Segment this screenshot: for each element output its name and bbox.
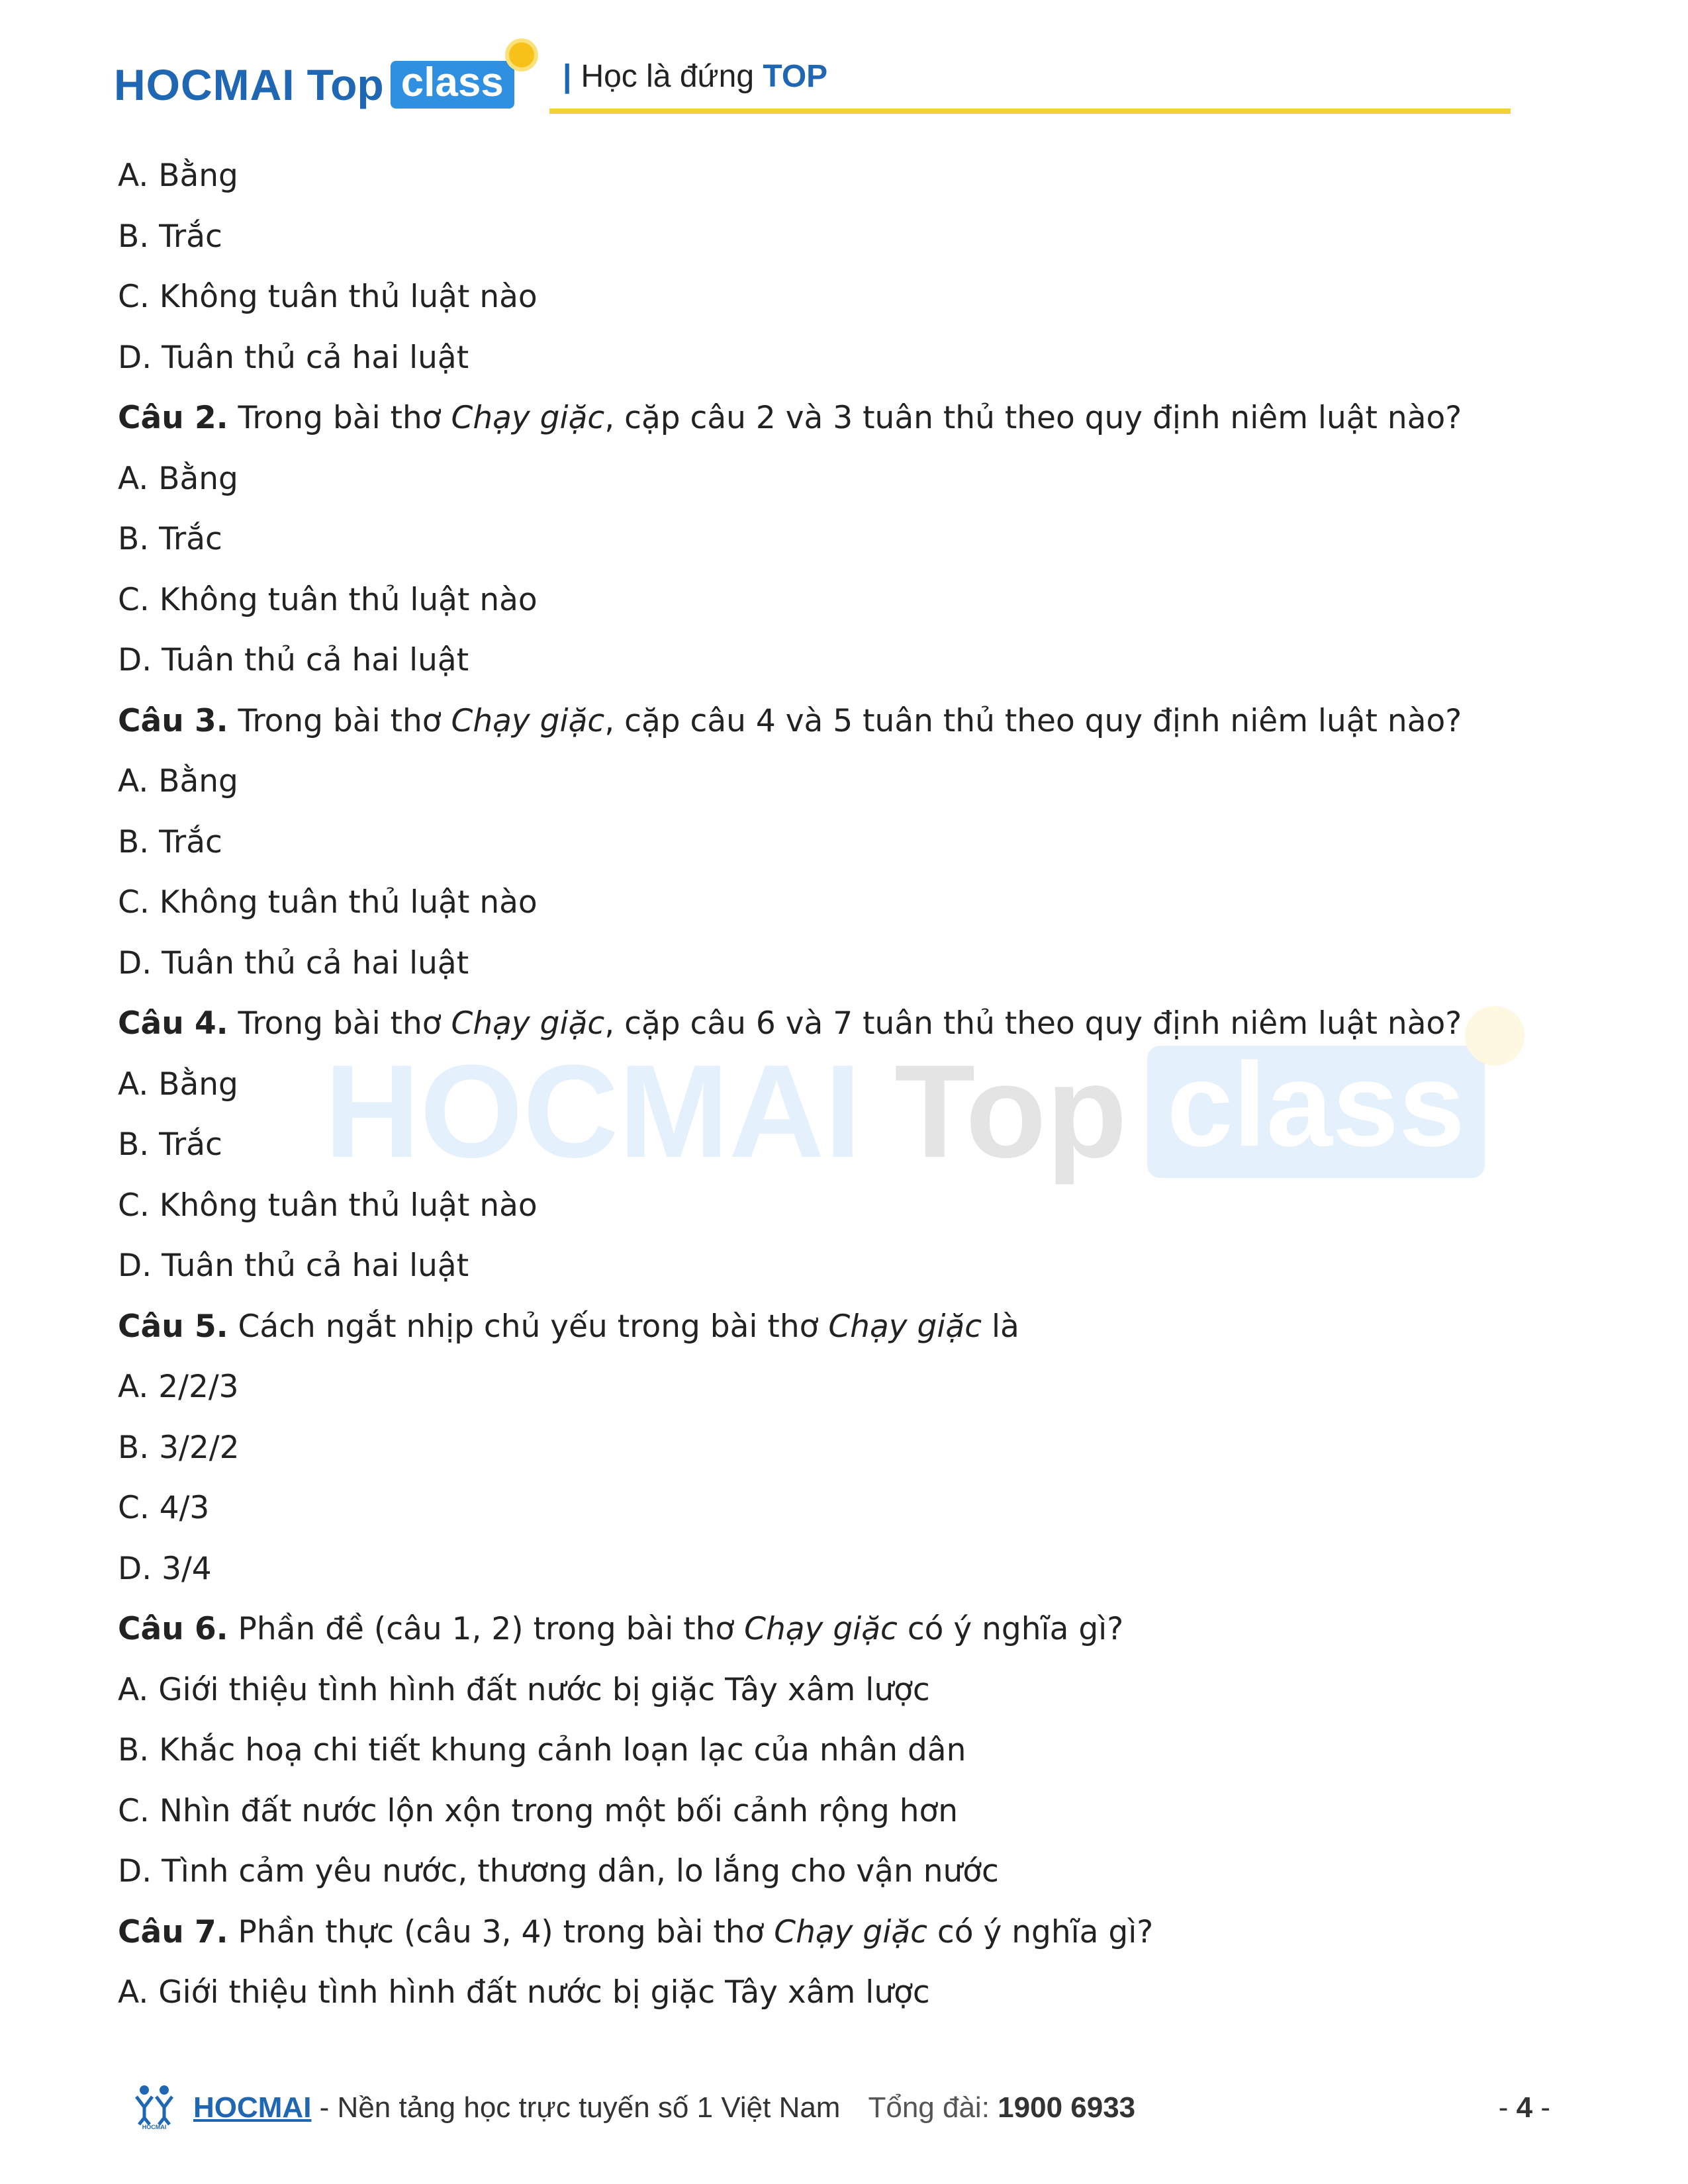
q2-option-d: D. Tuân thủ cả hai luật [118,642,469,678]
q3-option-a: A. Bằng [118,763,238,799]
q6-option-b: B. Khắc hoạ chi tiết khung cảnh loạn lạc của nhân dân [118,1732,966,1768]
header-tagline [563,58,827,95]
watermark-class-text: class [1166,1038,1466,1171]
q5-option-d: D. 3/4 [118,1550,212,1587]
question-label: Câu 2. [118,400,228,436]
watermark-top: Top [894,1038,1127,1185]
tagline-text: Học là đứng [581,59,755,94]
question-label: Câu 6. [118,1611,228,1647]
question-text-end: , cặp câu 6 và 7 tuân thủ theo quy định niêm luật nào? [604,1005,1462,1042]
question-2 [118,388,1574,449]
question-text-end: , cặp câu 4 và 5 tuân thủ theo quy định niêm luật nào? [604,702,1462,739]
logo-class-text: class [400,60,504,105]
q4-option-d: D. Tuân thủ cả hai luật [118,1248,469,1284]
hocmai-topclass-logo [114,52,514,118]
question-text: Trong bài thơ [238,702,442,739]
question-text-end: , cặp câu 2 và 3 tuân thủ theo quy định niêm luật nào? [604,400,1462,436]
header-divider [549,109,1511,114]
q5-option-b: B. 3/2/2 [118,1429,240,1466]
question-label: Câu 5. [118,1308,228,1345]
watermark-hocmai: HOCMAI [324,1038,862,1185]
q1-option-a: A. Bằng [118,158,238,194]
footer-text [193,2091,1135,2124]
hotline-label: Tổng đài: [868,2091,998,2124]
question-label: Câu 3. [118,702,228,739]
poem-title: Chạy giặc [451,400,605,436]
question-6 [118,1599,1574,1660]
footer-brand-link[interactable]: HOCMAI [193,2091,312,2124]
question-7 [118,1902,1574,1963]
question-3 [118,691,1574,752]
poem-title: Chạy giặc [744,1611,898,1647]
q4-option-b: B. Trắc [118,1126,222,1163]
logo-class-badge [391,61,514,109]
poem-title: Chạy giặc [828,1308,982,1345]
question-5 [118,1297,1574,1357]
poem-title: Chạy giặc [774,1913,927,1950]
question-text: Phần đề (câu 1, 2) trong bài thơ [238,1611,735,1647]
q6-option-a: A. Giới thiệu tình hình đất nước bị giặc Tây xâm lược [118,1671,930,1708]
logo-top-text: Top [306,60,384,109]
page-number [1499,2091,1550,2124]
q2-option-b: B. Trắc [118,521,222,557]
question-content [118,146,1574,2023]
q3-option-c: C. Không tuân thủ luật nào [118,884,538,921]
page-header [0,0,1688,132]
page-suffix: - [1532,2091,1550,2124]
q2-option-c: C. Không tuân thủ luật nào [118,581,538,618]
q6-option-d: D. Tình cảm yêu nước, thương dân, lo lắng cho vận nước [118,1853,999,1889]
poem-title: Chạy giặc [451,1005,605,1042]
footer-hotline [868,2091,1135,2124]
tagline-bar: | [563,59,572,94]
q3-option-b: B. Trắc [118,823,222,860]
q1-option-d: D. Tuân thủ cả hai luật [118,339,469,376]
question-text: Trong bài thơ [238,1005,442,1042]
question-text: Cách ngắt nhịp chủ yếu trong bài thơ [238,1308,819,1345]
q5-option-a: A. 2/2/3 [118,1369,239,1405]
q6-option-c: C. Nhìn đất nước lộn xộn trong một bối cảnh rộng hơn [118,1792,959,1829]
q1-option-c: C. Không tuân thủ luật nào [118,279,538,315]
gear-icon [509,42,534,68]
hotline-number: 1900 6933 [998,2091,1136,2124]
poem-title: Chạy giặc [451,702,605,739]
logo-hocmai-text: HOCMAI [114,60,295,109]
footer-slogan: - Nền tảng học trực tuyến số 1 Việt Nam [311,2091,841,2124]
hocmai-people-icon [130,2083,179,2130]
q4-option-c: C. Không tuân thủ luật nào [118,1187,538,1224]
q2-option-a: A. Bằng [118,460,238,497]
page-prefix: - [1498,2091,1517,2124]
question-label: Câu 7. [118,1913,228,1950]
question-text-end: có ý nghĩa gì? [897,1611,1124,1647]
q5-option-c: C. 4/3 [118,1490,210,1526]
icon-caption: HOCMAI [142,2124,167,2130]
question-text: Phần thực (câu 3, 4) trong bài thơ [238,1913,765,1950]
question-text-end: có ý nghĩa gì? [927,1913,1154,1950]
question-text: Trong bài thơ [238,400,442,436]
tagline-top: TOP [763,59,828,94]
q1-option-b: B. Trắc [118,218,222,255]
question-text-end: là [982,1308,1019,1345]
page-footer [0,2078,1688,2144]
q3-option-d: D. Tuân thủ cả hai luật [118,944,469,981]
question-label: Câu 4. [118,1005,228,1042]
q4-option-a: A. Bằng [118,1066,238,1103]
question-4 [118,993,1574,1054]
q7-option-a: A. Giới thiệu tình hình đất nước bị giặc Tây xâm lược [118,1974,930,2011]
page-number-value: 4 [1516,2091,1533,2124]
